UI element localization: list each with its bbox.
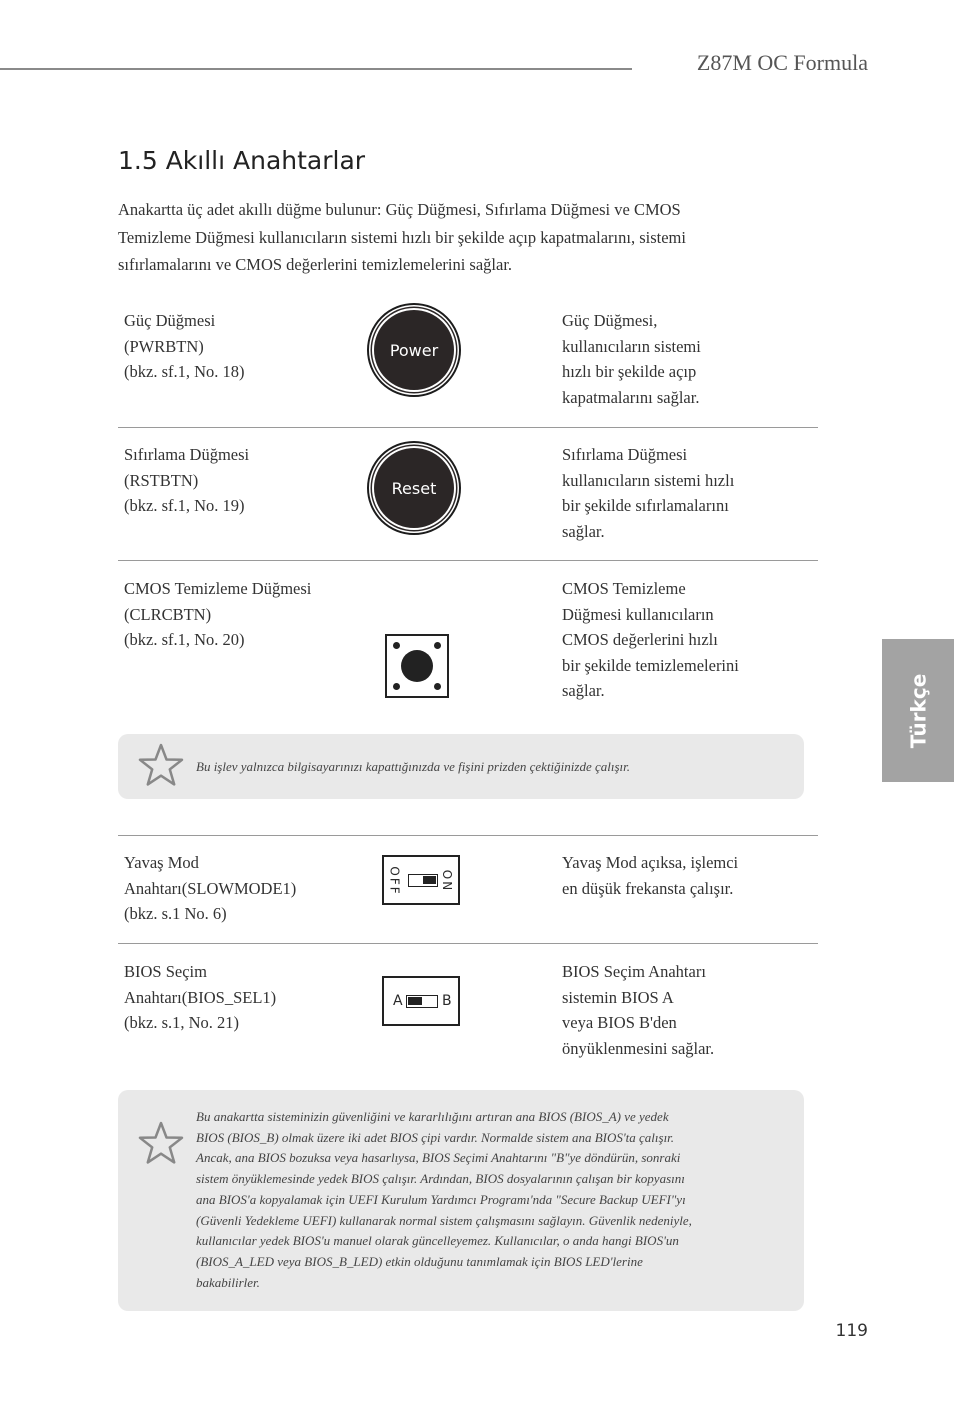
reset-button-description [562, 442, 812, 544]
cmos-tact-switch-icon [385, 634, 449, 698]
desc-line: en düşük frekansta çalışır. [562, 878, 734, 898]
name-line: (PWRBTN) [124, 336, 204, 356]
reset-button-label: Reset [374, 448, 454, 528]
name-line: (bkz. s.1, No. 21) [124, 1013, 240, 1032]
desc-line: kullanıcıların sistemi [562, 336, 701, 356]
desc-line: Yavaş Mod açıksa, işlemci [562, 853, 739, 872]
note-line: ana BIOS'a kopyalamak için UEFI Kurulum Yardımcı Programı'nda "Secure Backup UEFI"yı [196, 1191, 686, 1207]
row-divider [118, 835, 818, 836]
desc-line: Güç Düğmesi, [562, 311, 658, 330]
note-line: Bu anakartta sisteminizin güvenliğini ve kararlılığını artıran ana BIOS (BIOS_A) ve yedek [196, 1109, 669, 1124]
name-line: (bkz. sf.1, No. 18) [124, 362, 245, 381]
power-button-name [124, 308, 364, 385]
section-title: 1.5 Akıllı Anahtarlar [118, 146, 366, 175]
slowmode-switch-slider [408, 874, 438, 887]
desc-line: bir şekilde temizlemelerini [562, 655, 739, 675]
slowmode-switch-description [562, 850, 812, 901]
language-tab-label: Türkçe [906, 673, 930, 748]
intro-line: Anakartta üç adet akıllı düğme bulunur: Güç Düğmesi, Sıfırlama Düğmesi ve CMOS [118, 200, 681, 219]
power-button-icon [367, 303, 461, 397]
slowmode-switch-name [124, 850, 364, 927]
row-divider [118, 560, 818, 561]
desc-line: Sıfırlama Düğmesi [562, 445, 688, 464]
desc-line: önyüklenmesini sağlar. [562, 1038, 715, 1058]
row-divider [118, 427, 818, 428]
desc-line: kapatmalarını sağlar. [562, 387, 700, 407]
product-title: Z87M OC Formula [696, 50, 868, 75]
name-line: (CLRCBTN) [124, 604, 212, 624]
desc-line: veya BIOS B'den [562, 1013, 677, 1032]
star-icon [138, 742, 184, 788]
bios-select-switch-name [124, 959, 364, 1036]
on-label: ON [440, 869, 455, 893]
bios-select-switch-description [562, 959, 812, 1061]
reset-button-icon [367, 441, 461, 535]
name-line: Yavaş Mod [124, 853, 199, 872]
note-line: Ancak, ana BIOS bozuksa veya hasarlıysa, BIOS Seçimi Anahtarını "B"ye döndürün, sonraki [196, 1150, 681, 1166]
power-button-label: Power [374, 310, 454, 390]
note-line: (BIOS_A_LED veya BIOS_B_LED) etkin olduğunu tanımlamak için BIOS LED'lerine [196, 1253, 643, 1269]
name-line: (bkz. s.1 No. 6) [124, 904, 227, 923]
desc-line: CMOS değerlerini hızlı [562, 630, 718, 649]
desc-line: sağlar. [562, 521, 605, 541]
name-line: (RSTBTN) [124, 470, 199, 490]
name-line: Anahtarı(BIOS_SEL1) [124, 987, 277, 1007]
note-line: sistem önyüklemesinde yedek BIOS çalışır. Ardından, BIOS dosyalarının çalışan bir kopyasını [196, 1171, 685, 1187]
page-number: 119 [835, 1321, 868, 1341]
name-line: Sıfırlama Düğmesi [124, 445, 250, 464]
desc-line: kullanıcıların sistemi hızlı [562, 470, 735, 490]
name-line: BIOS Seçim [124, 962, 207, 981]
name-line: Anahtarı(SLOWMODE1) [124, 878, 297, 898]
desc-line: sağlar. [562, 681, 605, 700]
name-line: (bkz. sf.1, No. 19) [124, 496, 245, 515]
header-rule [0, 68, 632, 70]
note-box [118, 1090, 804, 1311]
desc-line: CMOS Temizleme [562, 579, 686, 598]
bios-select-slider [406, 995, 438, 1008]
intro-paragraph [118, 196, 778, 279]
cmos-button-name [124, 576, 364, 653]
power-button-description [562, 308, 812, 410]
note-line: BIOS (BIOS_B) olmak üzere iki adet BIOS çipi vardır. Normalde sistem ana BIOS'ta çalışır. [196, 1129, 675, 1145]
slowmode-dip-switch-icon [382, 855, 460, 905]
intro-line: sıfırlamalarını ve CMOS değerlerini temizlemelerini sağlar. [118, 255, 513, 274]
desc-line: hızlı bir şekilde açıp [562, 362, 697, 381]
row-divider [118, 943, 818, 944]
bios-b-label: B [442, 993, 452, 1009]
star-icon [138, 1120, 184, 1166]
desc-line: BIOS Seçim Anahtarı [562, 962, 706, 981]
note-text: Bu işlev yalnızca bilgisayarınızı kapattığınızda ve fişini prizden çektiğinizde çalışır. [196, 759, 631, 774]
intro-line: Temizleme Düğmesi kullanıcıların sistemi hızlı bir şekilde açıp kapatmalarını, sistemi [118, 227, 686, 247]
cmos-button-description [562, 576, 812, 704]
bios-note-text [196, 1107, 796, 1293]
name-line: CMOS Temizleme Düğmesi [124, 579, 312, 598]
note-line: bakabilirler. [196, 1274, 260, 1290]
reset-button-name [124, 442, 364, 519]
language-tab [882, 639, 954, 782]
name-line: Güç Düğmesi [124, 311, 216, 330]
note-line: kullanıcılar yedek BIOS'u manuel olarak güncelleyemez. Kullanıcılar, o anda hangi BIOS'un [196, 1233, 679, 1249]
desc-line: Düğmesi kullanıcıların [562, 604, 714, 624]
off-label: OFF [388, 866, 402, 896]
bios-select-switch-icon [382, 976, 460, 1026]
note-line: (Güvenli Yedekleme UEFI) kullanarak normal sistem çalışmasını sağlayın. Güvenlik nedeniyle, [196, 1212, 692, 1228]
bios-a-label: A [393, 993, 403, 1009]
desc-line: bir şekilde sıfırlamalarını [562, 496, 729, 515]
note-box [118, 734, 804, 799]
name-line: (bkz. sf.1, No. 20) [124, 630, 245, 649]
desc-line: sistemin BIOS A [562, 987, 674, 1007]
